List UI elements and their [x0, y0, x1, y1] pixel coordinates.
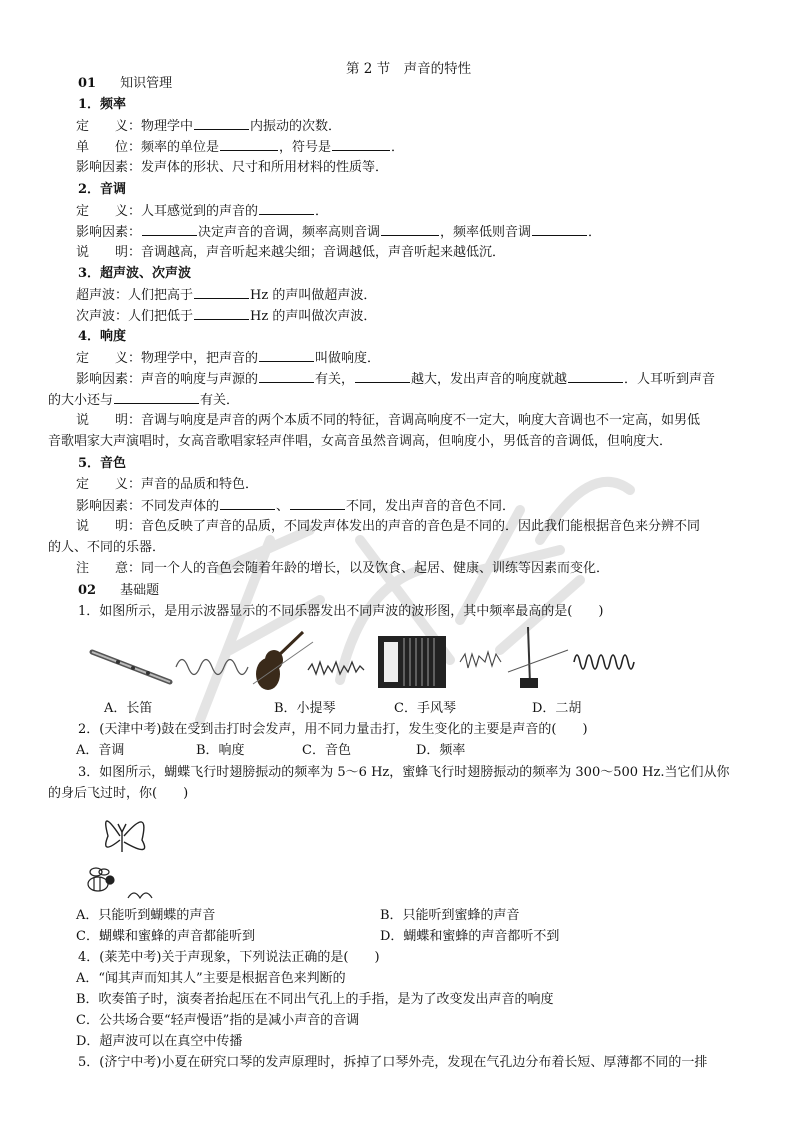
- waveform-d: [574, 655, 634, 669]
- pitch-factors: 影响因素： 决定声音的音调，频率高则音调 ，频率低则音调 ．: [76, 225, 602, 240]
- q3-option-a[interactable]: A．只能听到蝴蝶的声音: [76, 908, 216, 923]
- q4-option-c[interactable]: C．公共场合要“轻声慢语”指的是减小声音的音调: [76, 1013, 360, 1028]
- blank[interactable]: [194, 307, 249, 320]
- q4-option-b[interactable]: B．吹奏笛子时，演奏者抬起压在不同出气孔上的手指，是为了改变发出声音的响度: [76, 992, 554, 1007]
- timbre-definition: 定 义：声音的品质和特色．: [76, 477, 259, 492]
- blank[interactable]: [194, 117, 249, 130]
- question-3-stem: 3．如图所示，蝴蝶飞行时翅膀振动的频率为 5～6 Hz，蜜蜂飞行时翅膀振动的频率为 300～500 Hz.当它们从你: [78, 765, 730, 780]
- ultrasound-definition: 超声波：人们把高于 Hz 的声叫做超声波．: [76, 288, 377, 303]
- question-5-stem: 5．(济宁中考)小夏在研究口琴的发声原理时，拆掉了口琴外壳，发现在气孔边分布着长短、厚薄都不同的一排: [78, 1055, 708, 1070]
- instruments-waveform-figure: [88, 622, 648, 692]
- blank[interactable]: [532, 223, 587, 236]
- question-3-stem-cont: 的身后飞过时，你( ): [48, 786, 189, 801]
- timbre-note-cont: 的人、不同的乐器．: [48, 540, 166, 555]
- section-heading-knowledge: 01 知识管理: [78, 76, 173, 91]
- topic-pitch-heading: 2．音调: [78, 182, 127, 197]
- blank[interactable]: [259, 370, 314, 383]
- q3-option-b[interactable]: B．只能听到蜜蜂的声音: [380, 908, 520, 923]
- violin-icon: [253, 632, 313, 690]
- flute-icon: [92, 652, 170, 682]
- timbre-factors: 影响因素：不同发声体的 、 不同，发出声音的音色不同．: [76, 499, 516, 514]
- q1-option-b[interactable]: B．小提琴: [274, 701, 336, 716]
- infrasound-definition: 次声波：人们把低于 Hz 的声叫做次声波．: [76, 309, 377, 324]
- q4-option-a[interactable]: A．“闻其声而知其人”主要是根据音色来判断的: [76, 971, 346, 986]
- page-title: 第 2 节 声音的特性: [346, 61, 472, 77]
- topic-frequency-heading: 1．频率: [78, 97, 127, 112]
- q1-option-c[interactable]: C．手风琴: [394, 701, 456, 716]
- blank[interactable]: [259, 349, 314, 362]
- loudness-definition: 定 义：物理学中，把声音的 叫做响度．: [76, 351, 381, 366]
- loudness-factors: 影响因素：声音的响度与声源的 有关， 越大，发出声音的响度就越 ．人耳听到声音: [76, 372, 716, 387]
- q2-option-b[interactable]: B．响度: [196, 743, 245, 758]
- waveform-a: [176, 660, 248, 675]
- q1-option-d[interactable]: D．二胡: [532, 701, 582, 716]
- accordion-icon: [378, 636, 446, 688]
- frequency-factors: 影响因素：发声体的形状、尺寸和所用材料的性质等．: [76, 160, 389, 175]
- topic-timbre-heading: 5．音色: [78, 456, 127, 471]
- blank[interactable]: [114, 391, 199, 404]
- q4-option-d[interactable]: D．超声波可以在真空中传播: [76, 1034, 243, 1049]
- flower-icon: [128, 893, 152, 898]
- timbre-caution: 注 意：同一个人的音色会随着年龄的增长，以及饮食、起居、健康、训练等因素而变化．: [76, 561, 610, 576]
- blank[interactable]: [259, 202, 314, 215]
- blank[interactable]: [568, 370, 623, 383]
- blank[interactable]: [332, 138, 390, 151]
- butterfly-bee-figure: [80, 806, 170, 906]
- loudness-note: 说 明：音调与响度是声音的两个本质不同的特征，音调高响度不一定大，响度大音调也不一定高，如男低: [76, 413, 701, 428]
- bee-icon: [88, 868, 114, 891]
- watermark: [160, 420, 640, 740]
- topic-loudness-heading: 4．响度: [78, 329, 127, 344]
- blank[interactable]: [220, 497, 275, 510]
- frequency-unit: 单 位：频率的单位是 ，符号是 ．: [76, 140, 405, 155]
- q2-option-a[interactable]: A．音调: [76, 743, 125, 758]
- pitch-definition: 定 义：人耳感觉到的声音的 ．: [76, 204, 329, 219]
- question-4-stem: 4．(莱芜中考)关于声现象，下列说法正确的是( ): [78, 950, 380, 965]
- question-2-stem: 2．(天津中考)鼓在受到击打时会发声，用不同力量击打，发生变化的主要是声音的( ): [78, 722, 588, 737]
- section-heading-basic: 02 基础题: [78, 583, 160, 598]
- waveform-c: [460, 652, 501, 668]
- blank[interactable]: [381, 223, 439, 236]
- q1-option-a[interactable]: A．长笛: [104, 701, 153, 716]
- blank[interactable]: [220, 138, 278, 151]
- blank[interactable]: [194, 286, 249, 299]
- q3-option-d[interactable]: D．蝴蝶和蜜蜂的声音都听不到: [380, 929, 560, 944]
- question-1-stem: 1．如图所示，是用示波器显示的不同乐器发出不同声波的波形图，其中频率最高的是( ): [78, 604, 604, 619]
- q3-option-c[interactable]: C．蝴蝶和蜜蜂的声音都能听到: [76, 929, 255, 944]
- blank[interactable]: [290, 497, 345, 510]
- topic-ultrasound-heading: 3．超声波、次声波: [78, 266, 192, 281]
- pitch-note: 说 明：音调越高，声音听起来越尖细；音调越低，声音听起来越低沉．: [76, 245, 506, 260]
- blank[interactable]: [355, 370, 410, 383]
- erhu-icon: [508, 627, 568, 688]
- loudness-note-cont: 音歌唱家大声演唱时，女高音歌唱家轻声伴唱，女高音虽然音调高，但响度小，男低音的音调低，但响度大．: [48, 434, 673, 449]
- frequency-definition: 定 义：物理学中 内振动的次数．: [76, 119, 342, 134]
- timbre-note: 说 明：音色反映了声音的品质，不同发声体发出的声音的音色是不同的．因此我们能根据音色来分辨不同: [76, 519, 701, 534]
- q2-option-d[interactable]: D．频率: [416, 743, 466, 758]
- loudness-factors-cont: 的大小还与 有关．: [48, 393, 240, 408]
- q2-option-c[interactable]: C．音色: [302, 743, 351, 758]
- waveform-b: [308, 662, 364, 674]
- butterfly-icon: [106, 821, 145, 852]
- blank[interactable]: [142, 223, 197, 236]
